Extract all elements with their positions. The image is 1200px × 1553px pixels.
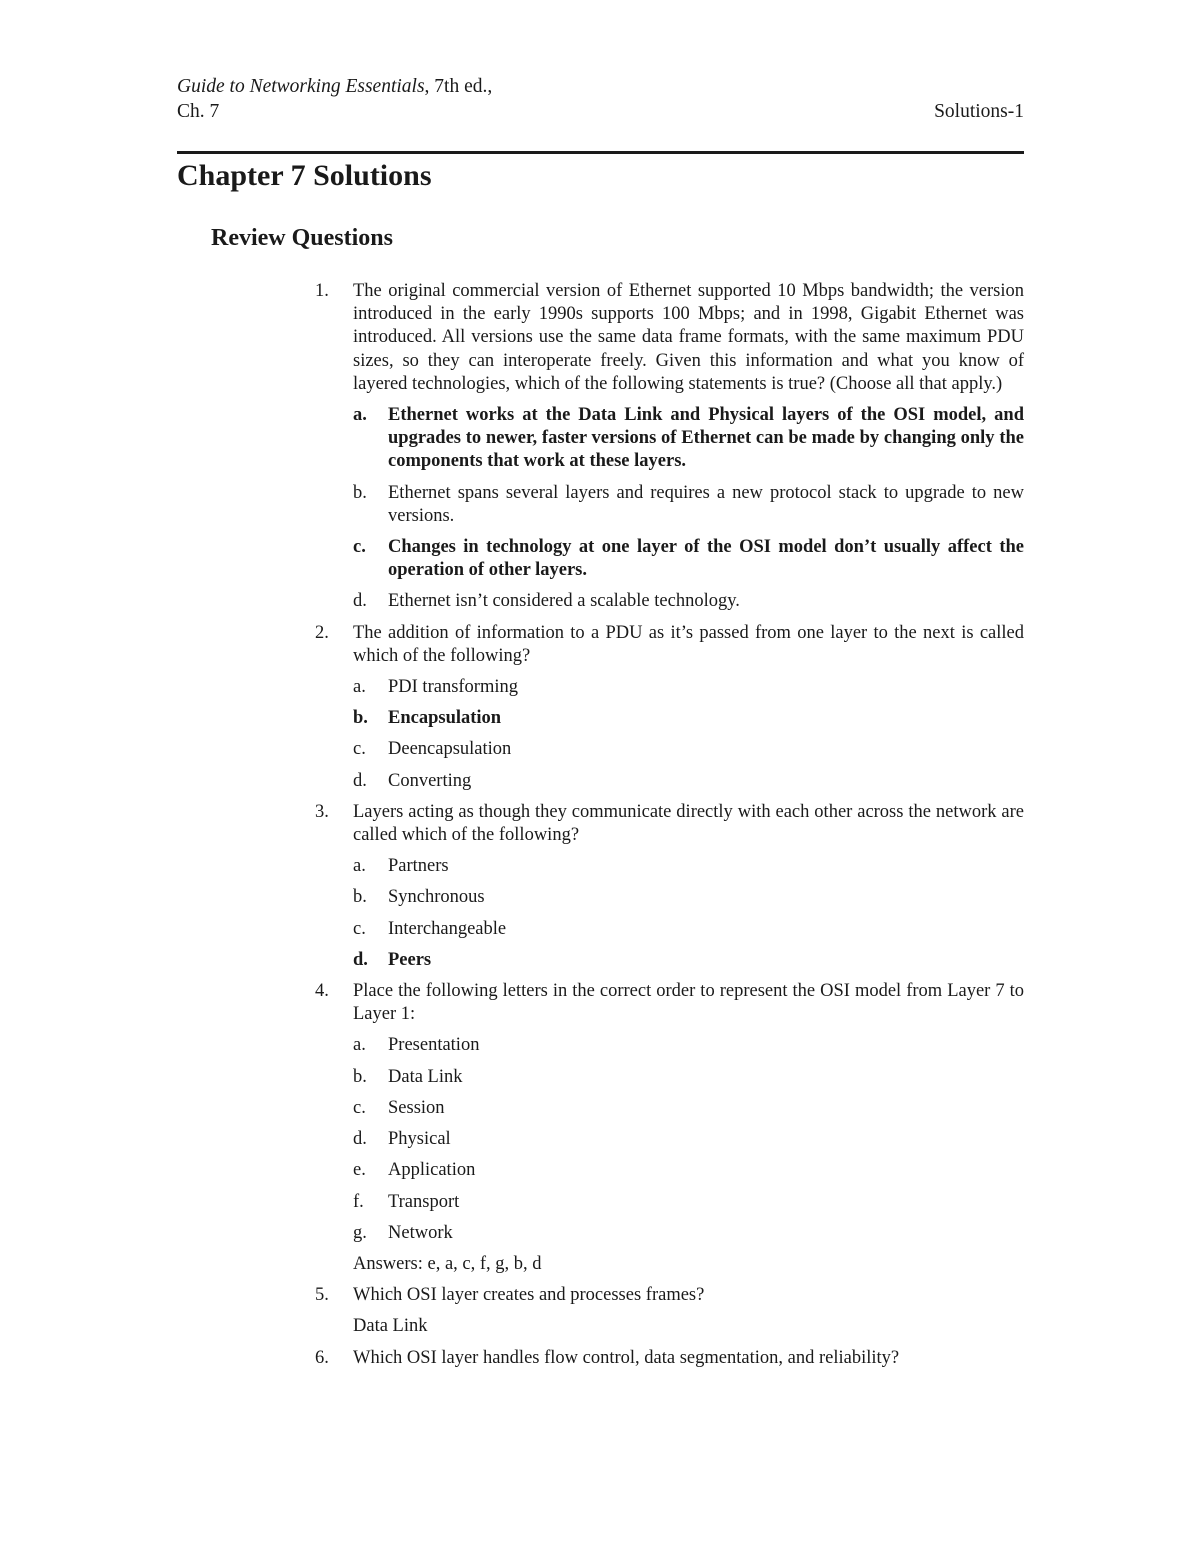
question [315,280,1024,396]
option-letter: c. [353,739,366,760]
option-text: Data Link [388,1066,463,1087]
option-letter: c. [353,537,366,558]
option-text: Interchangeable [388,918,507,939]
answer-text: Data Link [353,1316,428,1337]
option-letter: b. [353,1066,367,1087]
option-text: Converting [388,770,472,791]
answer-option [353,1191,1024,1214]
edition: , 7th ed., [424,76,493,97]
page-label: Solutions-1 [934,101,1024,122]
answer-options [353,855,1024,972]
answer-option [353,855,1024,878]
question-text: Place the following letters in the correct order to represent the OSI model from Layer 7 to Layer 1: [353,981,1024,1025]
answer-option [353,918,1024,941]
answer-option [353,738,1024,761]
answer-option [353,1222,1024,1245]
option-text: Ethernet isn’t considered a scalable technology. [388,591,740,612]
option-text: Physical [388,1129,451,1150]
question-number: 1. [315,281,329,301]
question [315,1284,1024,1307]
option-text: Encapsulation [388,708,502,729]
questions-list [315,280,1024,1378]
answer-option [353,482,1024,528]
question-text: Which OSI layer handles flow control, data segmentation, and reliability? [353,1347,900,1368]
answer-option [353,886,1024,909]
answer-text: Answers: e, a, c, f, g, b, d [353,1253,542,1274]
answer-option-correct [353,707,1024,730]
answer-option [353,1034,1024,1057]
chapter-title: Chapter 7 Solutions [177,159,432,192]
question-text: Layers acting as though they communicate directly with each other across the network are called which of the following? [353,801,1024,846]
header-rule [177,151,1024,154]
answer-options [353,676,1024,793]
option-text: Transport [388,1191,460,1212]
option-text: Deencapsulation [388,739,512,760]
answer-option [353,1066,1024,1089]
question [315,980,1024,1026]
question-text: Which OSI layer creates and processes frames? [353,1285,705,1306]
header-line-2 [177,99,1024,124]
question-number: 2. [315,622,329,643]
option-text: Ethernet spans several layers and requires a new protocol stack to upgrade to new versions. [388,482,1024,526]
question [315,801,1024,847]
option-letter: a. [353,1035,366,1056]
answer-options [353,404,1024,614]
question-number: 4. [315,981,329,1002]
option-letter: a. [353,677,366,698]
option-letter: f. [353,1191,364,1212]
option-text: Network [388,1222,453,1243]
option-letter: d. [353,1129,367,1150]
option-letter: d. [353,949,368,970]
answer-option-correct [353,404,1024,474]
book-title: Guide to Networking Essentials [177,76,425,97]
option-letter: a. [353,856,366,877]
answer-option [353,676,1024,699]
option-letter: g. [353,1222,367,1243]
answer-option [353,1159,1024,1182]
chapter-label: Ch. 7 [177,101,220,122]
option-letter: c. [353,1097,366,1118]
option-letter: b. [353,708,368,729]
answer-option [353,1097,1024,1120]
answer-options [353,1034,1024,1244]
header-line-1 [177,74,1024,99]
option-letter: d. [353,591,367,612]
option-letter: b. [353,482,367,503]
option-text: Session [388,1097,445,1118]
answer-option-correct [353,536,1024,582]
option-letter: c. [353,918,366,939]
option-letter: b. [353,887,367,908]
option-text: Application [388,1160,476,1181]
question [315,622,1024,668]
option-text: Partners [388,856,449,877]
option-text: Ethernet works at the Data Link and Physical layers of the OSI model, and upgrades to newer, faster versions of Ethernet can be made by changing only the components that work at these layers. [388,405,1024,472]
question-text: The addition of information to a PDU as it’s passed from one layer to the next is called which of the following? [353,622,1024,666]
question-number: 3. [315,801,329,822]
question-number: 5. [315,1285,329,1306]
option-text: Changes in technology at one layer of the OSI model don’t usually affect the operation of other layers. [388,537,1024,581]
option-letter: a. [353,405,367,426]
option-letter: d. [353,770,367,791]
question [315,1347,1024,1370]
option-letter: e. [353,1160,366,1181]
option-text: Peers [388,949,432,970]
answer-option [353,1128,1024,1151]
answer-option [353,770,1024,793]
running-header [177,74,1024,124]
answer-option [353,590,1024,613]
option-text: Presentation [388,1035,480,1056]
option-text: Synchronous [388,887,485,908]
question-number: 6. [315,1347,329,1368]
question-text: The original commercial version of Ethernet supported 10 Mbps bandwidth; the version introduced in the early 1990s supports 100 Mbps; and in 1998, Gigabit Ethernet was introduced. All versions use the same data frame formats, with the same maximum PDU sizes, so they can interoperate freely. Given this information and what you know of layered technologies, which of the following statements is true? (Choose all that apply.) [353,281,1024,394]
section-title: Review Questions [211,225,393,251]
option-text: PDI transforming [388,677,518,698]
answer-option-correct [353,949,1024,972]
